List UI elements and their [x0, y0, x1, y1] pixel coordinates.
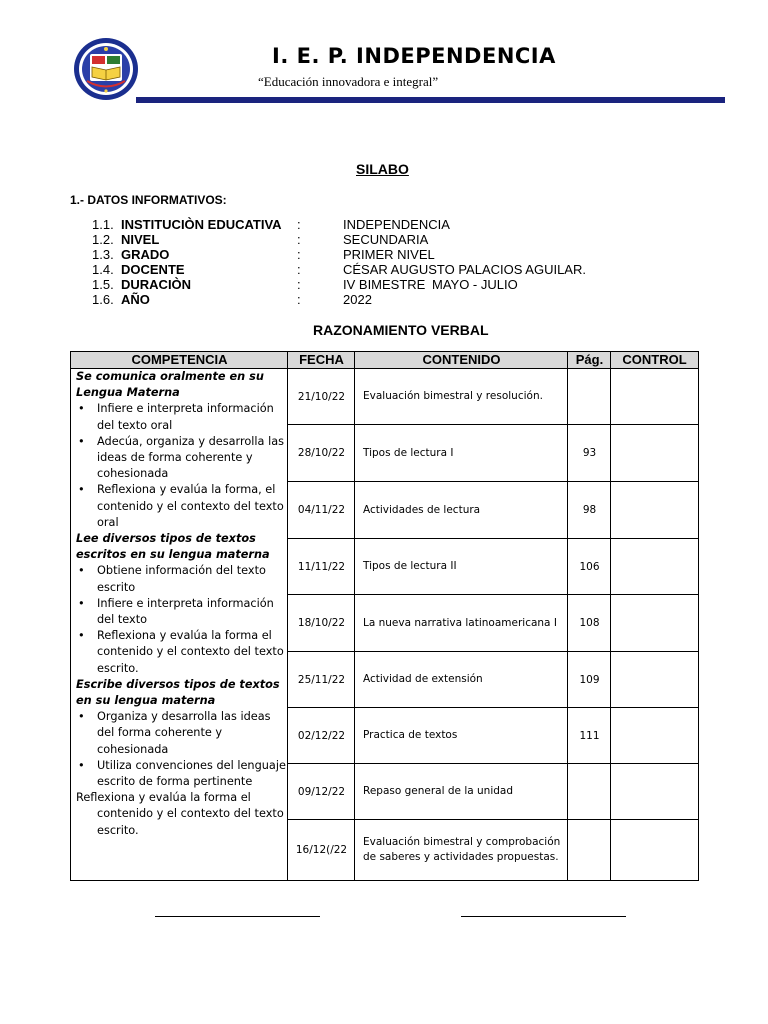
info-row-institution	[92, 217, 652, 232]
date-cell: 02/12/22	[297, 729, 346, 742]
info-row-year	[92, 292, 652, 307]
info-colon: :	[297, 277, 301, 292]
content-cell: Evaluación bimestral y comprobación de saberes y actividades propuestas.	[363, 836, 561, 863]
content-cell: Actividades de lectura	[363, 503, 481, 516]
page-cell	[568, 764, 611, 819]
competence-item: • Obtiene información del texto escrito	[76, 563, 286, 595]
date-cell: 28/10/22	[297, 447, 346, 459]
content-cell: Evaluación bimestral y resolución.	[363, 390, 543, 402]
syllabus-table	[70, 351, 699, 881]
date-cell: 18/10/22	[297, 617, 346, 629]
column-header-control: CONTROL	[611, 352, 698, 369]
info-colon: :	[297, 232, 301, 247]
info-number: 1.3.	[92, 247, 114, 262]
date-cell: 09/12/22	[297, 785, 346, 798]
info-row-level	[92, 232, 652, 247]
date-cell: 21/10/22	[297, 390, 346, 403]
info-label: NIVEL	[121, 232, 160, 247]
section-heading: 1.- DATOS INFORMATIVOS:	[70, 193, 227, 207]
header-rule	[136, 97, 725, 103]
page-cell: 93	[582, 447, 597, 459]
school-name: I. E. P. INDEPENDENCIA	[272, 44, 556, 68]
school-motto: “Educación innovadora e integral”	[258, 74, 439, 89]
info-number: 1.6.	[92, 292, 114, 307]
page-cell: 109	[579, 673, 600, 686]
competence-item: • Adecúa, organiza y desarrolla las ideas de forma coherente y cohesionada	[76, 434, 286, 483]
date-cell: 25/11/22	[297, 673, 346, 686]
column-header-fecha: FECHA	[288, 352, 355, 369]
info-colon: :	[297, 292, 301, 307]
competence-item: • Infiere e interpreta información del texto oral	[76, 401, 286, 433]
info-colon: :	[297, 247, 301, 262]
info-value: IV BIMESTRE	[343, 277, 426, 292]
document-title: SILABO	[356, 161, 409, 177]
competence-heading: Lee diversos tipos de textos escritos en su lengua materna	[76, 532, 270, 562]
competence-heading: Escribe diversos tipos de textos en su lengua materna	[76, 677, 280, 708]
competence-list	[76, 709, 286, 790]
date-cell: 11/11/22	[297, 560, 346, 573]
info-label: DOCENTE	[121, 262, 185, 277]
info-colon: :	[297, 217, 301, 232]
info-value: INDEPENDENCIA	[343, 217, 450, 232]
page-cell: 98	[582, 504, 597, 516]
info-value: PRIMER NIVEL	[343, 247, 435, 262]
course-title: RAZONAMIENTO VERBAL	[313, 322, 489, 338]
info-number: 1.1.	[92, 217, 114, 232]
info-number: 1.2.	[92, 232, 114, 247]
info-number: 1.4.	[92, 262, 114, 277]
info-list	[92, 217, 652, 307]
school-crest-logo	[73, 36, 139, 102]
info-row-teacher	[92, 262, 652, 277]
signature-line-teacher	[155, 916, 320, 917]
competence-item: • Reflexiona y evalúa la forma el contenido y el contexto del texto escrito.	[76, 628, 286, 677]
info-value: SECUNDARIA	[343, 232, 429, 247]
page-cell: 108	[579, 617, 600, 629]
page-cell: 106	[579, 560, 600, 573]
competence-column	[76, 369, 286, 839]
competence-item: • Utiliza convenciones del lenguaje escrito de forma pertinente	[76, 758, 286, 790]
page-cell	[568, 369, 611, 424]
column-header-contenido: CONTENIDO	[355, 352, 568, 369]
competence-closing: Reflexiona y evalúa la forma el contenido y el contexto del texto escrito.	[76, 791, 284, 837]
date-cell: 16/12(/22	[295, 844, 348, 856]
content-cell: Repaso general de la unidad	[363, 785, 514, 797]
content-cell: Tipos de lectura II	[363, 560, 457, 572]
info-colon: :	[297, 262, 301, 277]
info-value-months: MAYO - JULIO	[432, 277, 518, 292]
column-header-pag: Pág.	[568, 352, 611, 369]
content-cell: Actividad de extensión	[363, 673, 483, 685]
competence-heading: Se comunica oralmente en su Lengua Materna	[76, 370, 264, 400]
signature-line-director	[461, 916, 626, 917]
competence-list	[76, 563, 286, 676]
competence-item: • Reflexiona y evalúa la forma, el contenido y el contexto del texto oral	[76, 482, 286, 531]
content-cell: Practica de textos	[363, 729, 458, 741]
date-cell: 04/11/22	[297, 504, 346, 516]
info-label: GRADO	[121, 247, 170, 262]
info-row-grade	[92, 247, 652, 262]
info-label: AÑO	[121, 292, 150, 307]
info-label: INSTITUCIÒN EDUCATIVA	[121, 217, 282, 232]
competence-item: • Organiza y desarrolla las ideas del forma coherente y cohesionada	[76, 709, 286, 758]
column-header-competencia: COMPETENCIA	[71, 352, 288, 369]
info-label: DURACIÒN	[121, 277, 192, 292]
info-row-duration	[92, 277, 652, 292]
competence-item: • Infiere e interpreta información del texto	[76, 596, 286, 628]
page-cell: 111	[579, 729, 600, 742]
content-cell: Tipos de lectura I	[363, 446, 454, 459]
content-cell: La nueva narrativa latinoamericana I	[363, 616, 557, 629]
info-number: 1.5.	[92, 277, 114, 292]
page-cell	[568, 820, 611, 880]
info-value: 2022	[343, 292, 372, 307]
competence-list	[76, 401, 286, 531]
info-value: CÉSAR AUGUSTO PALACIOS AGUILAR.	[343, 262, 586, 277]
